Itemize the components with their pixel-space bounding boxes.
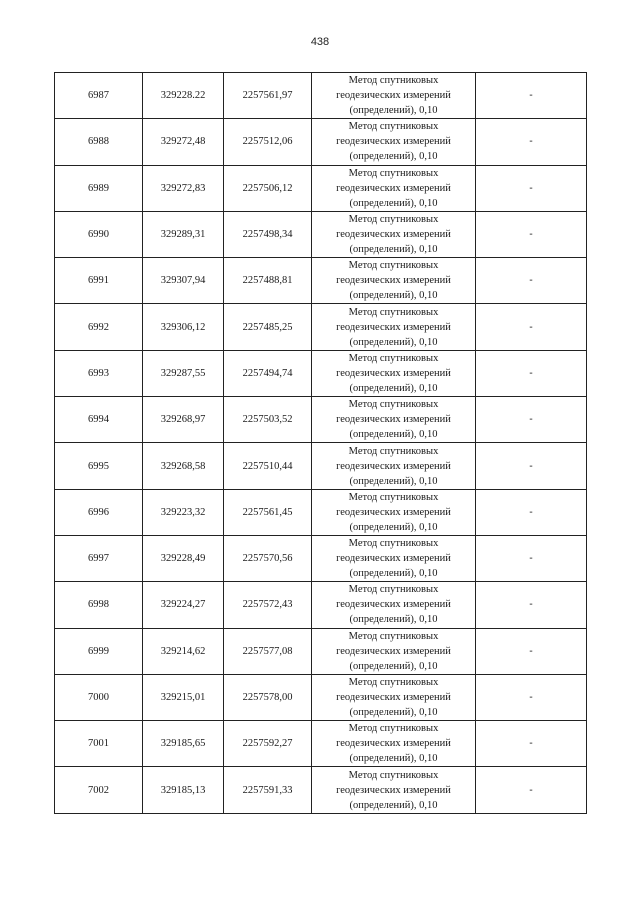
- coordinates-table: [54, 72, 587, 814]
- method-text-line: Метод спутниковых: [348, 352, 439, 364]
- method-text-line: (определений), 0,10: [349, 429, 438, 441]
- table-row: [55, 119, 587, 165]
- y-coordinate-cell: 2257572,43: [224, 582, 312, 628]
- y-coordinate-cell: 2257498,34: [224, 211, 312, 257]
- method-text-line: Метод спутниковых: [348, 538, 439, 550]
- method-cell: [312, 397, 476, 443]
- x-coordinate-cell: 329307,94: [143, 258, 224, 304]
- method-text-line: геодезических измерений: [336, 645, 451, 657]
- x-coordinate-cell: 329287,55: [143, 350, 224, 396]
- note-cell: -: [476, 211, 587, 257]
- method-text-line: Метод спутниковых: [348, 214, 439, 226]
- y-coordinate-cell: 2257577,08: [224, 628, 312, 674]
- note-cell: -: [476, 489, 587, 535]
- point-number-cell: 6990: [55, 211, 143, 257]
- method-cell: [312, 721, 476, 767]
- note-cell: -: [476, 397, 587, 443]
- method-text-line: геодезических измерений: [336, 136, 451, 148]
- method-cell: [312, 119, 476, 165]
- method-text-line: (определений), 0,10: [349, 105, 438, 117]
- point-number-cell: 6997: [55, 535, 143, 581]
- method-text-line: Метод спутниковых: [348, 75, 439, 87]
- y-coordinate-cell: 2257570,56: [224, 535, 312, 581]
- note-cell: -: [476, 443, 587, 489]
- x-coordinate-cell: 329228.22: [143, 73, 224, 119]
- y-coordinate-cell: 2257488,81: [224, 258, 312, 304]
- x-coordinate-cell: 329185,65: [143, 721, 224, 767]
- point-number-cell: 7001: [55, 721, 143, 767]
- method-text-line: (определений), 0,10: [349, 753, 438, 765]
- method-text-line: (определений), 0,10: [349, 475, 438, 487]
- point-number-cell: 6995: [55, 443, 143, 489]
- table-row: [55, 767, 587, 813]
- point-number-cell: 6991: [55, 258, 143, 304]
- y-coordinate-cell: 2257561,45: [224, 489, 312, 535]
- y-coordinate-cell: 2257578,00: [224, 674, 312, 720]
- point-number-cell: 6998: [55, 582, 143, 628]
- x-coordinate-cell: 329214,62: [143, 628, 224, 674]
- note-cell: -: [476, 350, 587, 396]
- method-cell: [312, 350, 476, 396]
- y-coordinate-cell: 2257510,44: [224, 443, 312, 489]
- point-number-cell: 6993: [55, 350, 143, 396]
- table-row: [55, 350, 587, 396]
- method-text-line: (определений), 0,10: [349, 290, 438, 302]
- point-number-cell: 6994: [55, 397, 143, 443]
- method-cell: [312, 628, 476, 674]
- x-coordinate-cell: 329272,48: [143, 119, 224, 165]
- x-coordinate-cell: 329185,13: [143, 767, 224, 813]
- method-text-line: геодезических измерений: [336, 506, 451, 518]
- note-cell: -: [476, 73, 587, 119]
- method-text-line: геодезических измерений: [336, 229, 451, 241]
- table-row: [55, 489, 587, 535]
- method-cell: [312, 582, 476, 628]
- point-number-cell: 7000: [55, 674, 143, 720]
- method-text-line: (определений), 0,10: [349, 707, 438, 718]
- method-text-line: геодезических измерений: [336, 599, 451, 611]
- point-number-cell: 6996: [55, 489, 143, 535]
- method-text-line: Метод спутниковых: [348, 491, 439, 503]
- note-cell: -: [476, 258, 587, 304]
- method-text-line: геодезических измерений: [336, 275, 451, 287]
- method-text-line: Метод спутниковых: [348, 445, 439, 457]
- method-text-line: (определений), 0,10: [349, 660, 438, 672]
- x-coordinate-cell: 329223,32: [143, 489, 224, 535]
- y-coordinate-cell: 2257592,27: [224, 721, 312, 767]
- point-number-cell: 7002: [55, 767, 143, 813]
- point-number-cell: 6988: [55, 119, 143, 165]
- table-row: [55, 443, 587, 489]
- method-text-line: Метод спутниковых: [348, 584, 439, 596]
- y-coordinate-cell: 2257561,97: [224, 73, 312, 119]
- method-text-line: Метод спутниковых: [348, 121, 439, 133]
- method-text-line: геодезических измерений: [336, 460, 451, 472]
- x-coordinate-cell: 329228,49: [143, 535, 224, 581]
- point-number-cell: 6992: [55, 304, 143, 350]
- method-text-line: Метод спутниковых: [348, 769, 439, 781]
- y-coordinate-cell: 2257494,74: [224, 350, 312, 396]
- method-cell: [312, 258, 476, 304]
- method-cell: [312, 674, 476, 720]
- note-cell: -: [476, 304, 587, 350]
- point-number-cell: 6987: [55, 73, 143, 119]
- method-text-line: геодезических измерений: [336, 414, 451, 426]
- method-text-line: (определений), 0,10: [349, 568, 438, 580]
- method-text-line: (определений), 0,10: [349, 197, 438, 209]
- note-cell: -: [476, 628, 587, 674]
- table-row: [55, 582, 587, 628]
- method-text-line: геодезических измерений: [336, 90, 451, 102]
- method-text-line: геодезических измерений: [336, 692, 451, 703]
- table-row: [55, 73, 587, 119]
- method-text-line: Метод спутниковых: [348, 723, 439, 735]
- note-cell: -: [476, 535, 587, 581]
- method-text-line: геодезических измерений: [336, 321, 451, 333]
- method-cell: [312, 165, 476, 211]
- method-text-line: геодезических измерений: [336, 367, 451, 379]
- note-cell: -: [476, 165, 587, 211]
- x-coordinate-cell: 329272,83: [143, 165, 224, 211]
- note-cell: -: [476, 674, 587, 720]
- page-number: 438: [310, 36, 330, 48]
- method-text-line: (определений), 0,10: [349, 382, 438, 394]
- method-text-line: (определений), 0,10: [349, 799, 438, 811]
- y-coordinate-cell: 2257591,33: [224, 767, 312, 813]
- method-text-line: (определений), 0,10: [349, 521, 438, 533]
- method-text-line: геодезических измерений: [336, 784, 451, 796]
- y-coordinate-cell: 2257506,12: [224, 165, 312, 211]
- method-text-line: Метод спутниковых: [348, 399, 439, 411]
- table-row: [55, 535, 587, 581]
- method-cell: [312, 443, 476, 489]
- x-coordinate-cell: 329268,58: [143, 443, 224, 489]
- method-cell: [312, 535, 476, 581]
- table-row: [55, 165, 587, 211]
- method-cell: [312, 304, 476, 350]
- x-coordinate-cell: 329224,27: [143, 582, 224, 628]
- y-coordinate-cell: 2257503,52: [224, 397, 312, 443]
- table-row: [55, 397, 587, 443]
- note-cell: -: [476, 721, 587, 767]
- method-cell: [312, 767, 476, 813]
- note-cell: -: [476, 767, 587, 813]
- method-text-line: Метод спутниковых: [348, 260, 439, 272]
- note-cell: -: [476, 582, 587, 628]
- table-row: [55, 304, 587, 350]
- point-number-cell: 6999: [55, 628, 143, 674]
- y-coordinate-cell: 2257485,25: [224, 304, 312, 350]
- method-text-line: Метод спутниковых: [348, 306, 439, 318]
- x-coordinate-cell: 329268,97: [143, 397, 224, 443]
- table-row: [55, 674, 587, 720]
- coordinates-table-body: [55, 73, 587, 814]
- method-text-line: геодезических измерений: [336, 182, 451, 194]
- method-text-line: Метод спутниковых: [348, 677, 439, 688]
- method-text-line: (определений), 0,10: [349, 244, 438, 256]
- method-cell: [312, 489, 476, 535]
- x-coordinate-cell: 329215,01: [143, 674, 224, 720]
- x-coordinate-cell: 329306,12: [143, 304, 224, 350]
- method-cell: [312, 73, 476, 119]
- table-row: [55, 258, 587, 304]
- point-number-cell: 6989: [55, 165, 143, 211]
- note-cell: -: [476, 119, 587, 165]
- table-row: [55, 721, 587, 767]
- method-text-line: Метод спутниковых: [348, 630, 439, 642]
- method-text-line: (определений), 0,10: [349, 614, 438, 626]
- y-coordinate-cell: 2257512,06: [224, 119, 312, 165]
- method-text-line: (определений), 0,10: [349, 151, 438, 163]
- x-coordinate-cell: 329289,31: [143, 211, 224, 257]
- method-cell: [312, 211, 476, 257]
- method-text-line: геодезических измерений: [336, 738, 451, 750]
- method-text-line: геодезических измерений: [336, 553, 451, 565]
- table-row: [55, 628, 587, 674]
- method-text-line: Метод спутниковых: [348, 167, 439, 179]
- method-text-line: (определений), 0,10: [349, 336, 438, 348]
- table-row: [55, 211, 587, 257]
